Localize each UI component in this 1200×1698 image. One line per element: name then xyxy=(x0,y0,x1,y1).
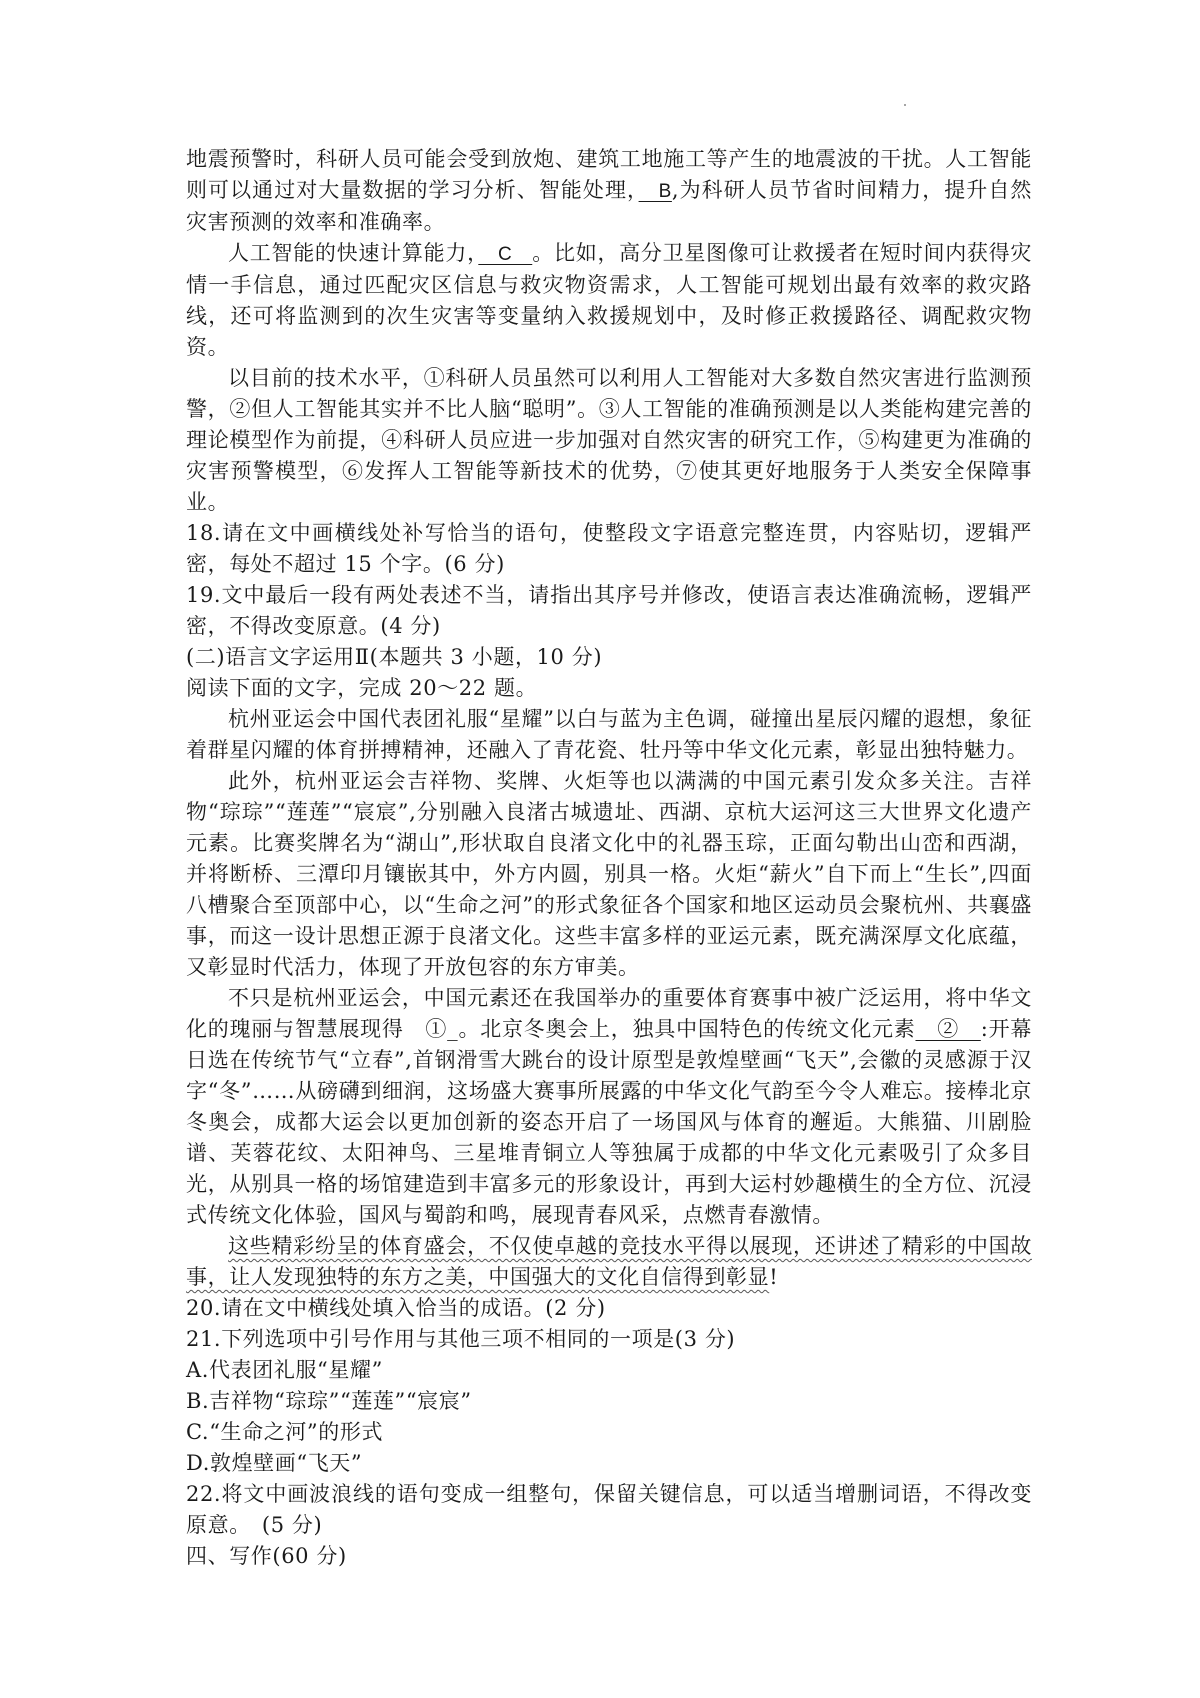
option-b: B.吉祥物“琮琮”“莲莲”“宸宸” xyxy=(186,1389,472,1413)
paragraph-text: ,为科研人员节省时间精力，提升自然灾害预测的效率和准确率。 xyxy=(186,178,1032,234)
blank-1: ①_ xyxy=(425,1017,459,1041)
paragraph-earthquake-warning xyxy=(186,144,1032,238)
paragraph-text: 不只是杭州亚运会，中国元素还在我国举办的重要体育赛事中被广泛运用，将中华文化的瑰丽与智慧展现得 xyxy=(186,986,1032,1041)
paragraph-conclusion xyxy=(186,1231,1032,1293)
paragraph-text: 。比如，高分卫星图像可让救援者在短时间内获得灾情一手信息，通过匹配灾区信息与救灾物资需求，人工智能可规划出最有效率的救灾路线，还可将监测到的次生灾害等变量纳入救援规划中，及时修正救援路径、调配救灾物资。 xyxy=(186,241,1032,359)
paragraph-computing-power xyxy=(186,238,1032,363)
paragraph-text: 人工智能的快速计算能力， xyxy=(228,241,479,265)
document-page xyxy=(186,144,1032,1572)
question-21: 21.下列选项中引号作用与其他三项不相同的一项是(3 分) xyxy=(186,1327,736,1351)
paragraph-text: ! xyxy=(769,1265,779,1289)
blank-c: C xyxy=(478,244,533,265)
option-a: A.代表团礼服“星耀” xyxy=(186,1358,383,1382)
wavy-underlined-sentence: 这些精彩纷呈的体育盛会，不仅使卓越的竞技水平得以展现，还讲述了精彩的中国故事，让人发现独特的东方之美，中国强大的文化自信得到彰显 xyxy=(186,1234,1032,1289)
paragraph-text: :开幕日选在传统节气“立春”,首钢滑雪大跳台的设计原型是敦煌壁画“飞天”,会徽的灵感源于汉字“冬”……从磅礴到细润，这场盛大赛事所展露的中华文化气韵至今令人难忘。接棒北京冬奥会，成都大运会以更加创新的姿态开启了一场国风与体育的邂逅。大熊猫、川剧脸谱、芙蓉花纹、太阳神鸟、三星堆青铜立人等独属于成都的中华文化元素吸引了众多目光，从别具一格的场馆建造到丰富多元的形象设计，再到大运村妙趣横生的全方位、沉浸式传统文化体验，国风与蜀韵和鸣，展现青春风采，点燃青春激情。 xyxy=(186,1017,1032,1227)
blank-2: ② xyxy=(915,1017,981,1041)
paragraph-text: 。北京冬奥会上，独具中国特色的传统文化元素 xyxy=(458,1017,916,1041)
question-19: 19.文中最后一段有两处表述不当，请指出其序号并修改，使语言表达准确流畅，逻辑严密，不得改变原意。(4 分) xyxy=(186,583,1032,638)
option-c: C.“生命之河”的形式 xyxy=(186,1420,384,1444)
section-heading-language-use-2: (二)语言文字运用Ⅱ(本题共 3 小题，10 分) xyxy=(186,645,603,669)
paragraph-text: 地震预警时，科研人员可能会受到放炮、建筑工地施工等产生的地震波的干扰。人工智能则可以通过对大量数据的学习分析、智能处理， xyxy=(186,147,1032,202)
paragraph-mascots-medals-torch: 此外，杭州亚运会吉祥物、奖牌、火炬等也以满满的中国元素引发众多关注。吉祥物“琮琮”“莲莲”“宸宸”,分别融入良渚古城遗址、西湖、京杭大运河这三大世界文化遗产元素。比赛奖牌名为“湖山”,形状取自良渚文化中的礼器玉琮，正面勾勒出山峦和西湖，并将断桥、三潭印月镶嵌其中，外方内圆，别具一格。火炬“薪火”自下而上“生长”,四面八槽聚合至顶部中心，以“生命之河”的形式象征各个国家和地区运动员会聚杭州、共襄盛事，而这一设计思想正源于良渚文化。这些丰富多样的亚运元素，既充满深厚文化底蕴，又彰显时代活力，体现了开放包容的东方审美。 xyxy=(186,769,1032,979)
question-22: 22.将文中画波浪线的语句变成一组整句，保留关键信息，可以适当增删词语，不得改变原意。 (5 分) xyxy=(186,1482,1032,1537)
reading-instruction: 阅读下面的文字，完成 20～22 题。 xyxy=(186,676,538,700)
section-heading-writing: 四、写作(60 分) xyxy=(186,1544,347,1568)
paragraph-sports-events xyxy=(186,983,1032,1231)
paragraph-technical-level: 以目前的技术水平，①科研人员虽然可以利用人工智能对大多数自然灾害进行监测预警，②但人工智能其实并不比人脑“聪明”。③人工智能的准确预测是以人类能构建完善的理论模型作为前提，④科研人员应进一步加强对自然灾害的研究工作，⑤构建更为准确的灾害预警模型，⑥发挥人工智能等新技术的优势，⑦使其更好地服务于人类安全保障事业。 xyxy=(186,366,1032,514)
paragraph-delegation-attire: 杭州亚运会中国代表团礼服“星耀”以白与蓝为主色调，碰撞出星辰闪耀的遐想，象征着群星闪耀的体育拼搏精神，还融入了青花瓷、牡丹等中华文化元素，彰显出独特魅力。 xyxy=(186,707,1032,762)
scan-speck xyxy=(904,104,906,106)
blank-b: B xyxy=(638,181,672,202)
question-20: 20.请在文中横线处填入恰当的成语。(2 分) xyxy=(186,1296,606,1320)
question-18: 18.请在文中画横线处补写恰当的语句，使整段文字语意完整连贯，内容贴切，逻辑严密，每处不超过 15 个字。(6 分) xyxy=(186,521,1032,576)
option-d: D.敦煌壁画“飞天” xyxy=(186,1451,363,1475)
